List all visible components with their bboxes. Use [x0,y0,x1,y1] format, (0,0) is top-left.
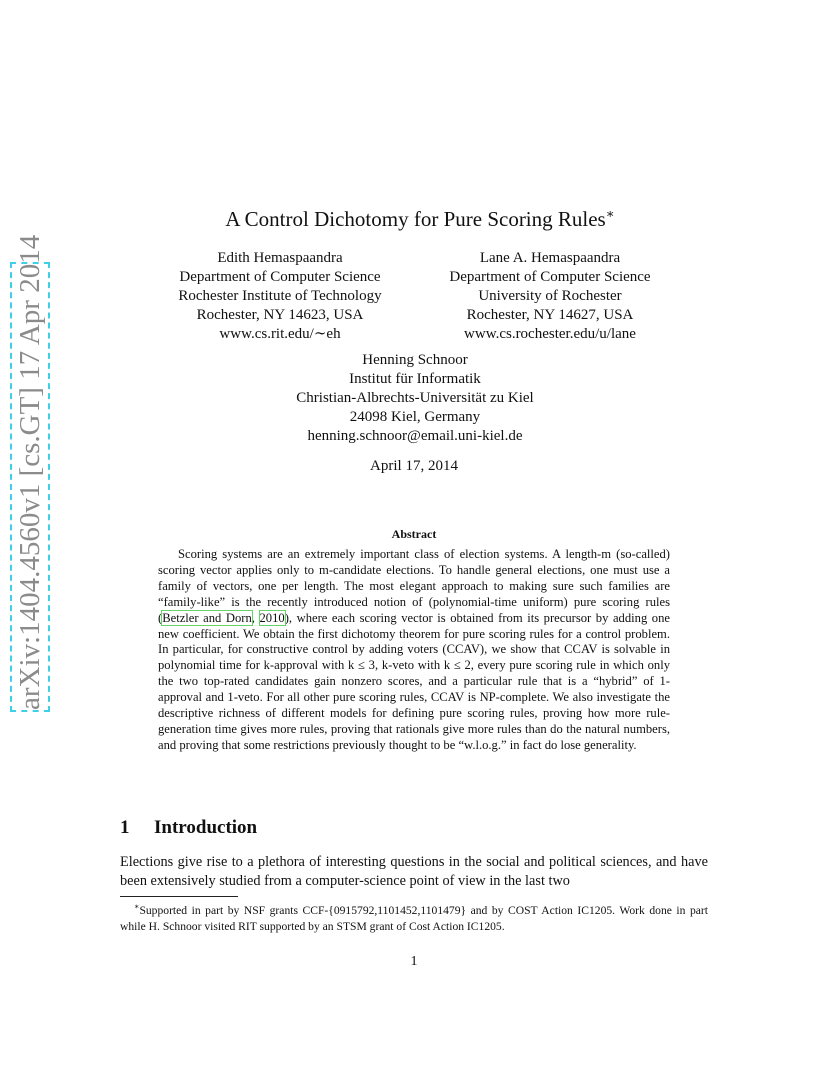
author-institution: Rochester Institute of Technology [178,288,382,304]
footnote-divider [120,896,238,897]
author-address: Rochester, NY 14627, USA [466,307,634,323]
author-institution: University of Rochester [478,288,622,304]
footnote [120,899,708,935]
author-name: Henning Schnoor [362,352,468,368]
author-block-2 [420,249,680,344]
citation-link[interactable] [162,611,252,625]
arxiv-identifier: arXiv:1404.4560v1 [cs.GT] 17 Apr 2014 [14,234,46,710]
author-url: www.cs.rit.edu/∼eh [219,326,341,342]
abstract-text-before-citation: Scoring systems are an extremely important class of election systems. A length-m (so-called) scoring vector applies only to m-candidate elections. To handle general elections, one must use a family of vectors, one per length. The most elegant approach to making sure such families are “family-like” is the recently introduced notion of (polynomial-time uniform) pure scoring rules ( [158,547,670,625]
section-number: 1 [120,817,130,838]
author-block-3 [250,351,580,446]
section-title: Introduction [154,817,258,838]
page-number: 1 [410,954,418,969]
author-name: Lane A. Hemaspaandra [479,250,621,266]
paper-date: April 17, 2014 [370,458,458,474]
abstract-heading: Abstract [391,527,437,541]
paper-title-text: A Control Dichotomy for Pure Scoring Rules [225,207,606,231]
footnote-text: Supported in part by NSF grants CCF-{0915792,1101452,1101479} and by COST Action IC1205. Work done in part while H. Schnoor visited RIT supported by an STSM grant of Cost Action IC1205. [120,903,708,933]
abstract-text-after-citation: ), where each scoring vector is obtained from its precursor by adding one new coefficient. We obtain the first dichotomy theorem for pure scoring rules for a control problem. In particular, for constructive control by adding voters (CCAV), we show that CCAV is solvable in polynomial time for k-approval with k ≤ 3, k-veto with k ≤ 2, every pure scoring rule in which only the two top-rated candidates gain nonzero scores, and a particular rule that is a “hybrid” of 1-approval and 1-veto. For all other pure scoring rules, CCAV is NP-complete. We also investigate the descriptive richness of different models for defining pure scoring rules, proving how more rule-generation time gives more rules, proving that rationals give more rules than do the natural numbers, and proving that some restrictions previously thought to be “w.l.o.g.” in fact do lose generality. [158,610,670,752]
author-url: www.cs.rochester.edu/u/lane [464,326,636,342]
abstract-body [158,547,670,754]
author-department: Department of Computer Science [179,269,381,285]
author-department: Department of Computer Science [449,269,651,285]
citation-year: 2010 [259,610,285,625]
footnote-mark: ∗ [134,902,140,911]
section-heading [120,817,257,839]
author-institution: Christian-Albrechts-Universität zu Kiel [296,390,534,406]
arxiv-stamp [10,234,54,714]
author-name: Edith Hemaspaandra [217,250,343,266]
author-address: Rochester, NY 14623, USA [196,307,364,323]
citation-separator: , [251,610,260,625]
citation-year-link[interactable] [260,611,285,625]
author-email: henning.schnoor@email.uni-kiel.de [307,428,523,444]
paper-title [120,200,720,233]
author-block-1 [150,249,410,344]
author-department: Institut für Informatik [349,371,481,387]
introduction-paragraph: Elections give rise to a plethora of interesting questions in the social and political sciences, and have been extensively studied from a computer-science point of view in the last two [120,854,708,889]
author-address: 24098 Kiel, Germany [349,409,481,425]
title-footnote-mark: ∗ [605,206,615,221]
citation-authors: Betzler and Dorn [162,610,252,625]
